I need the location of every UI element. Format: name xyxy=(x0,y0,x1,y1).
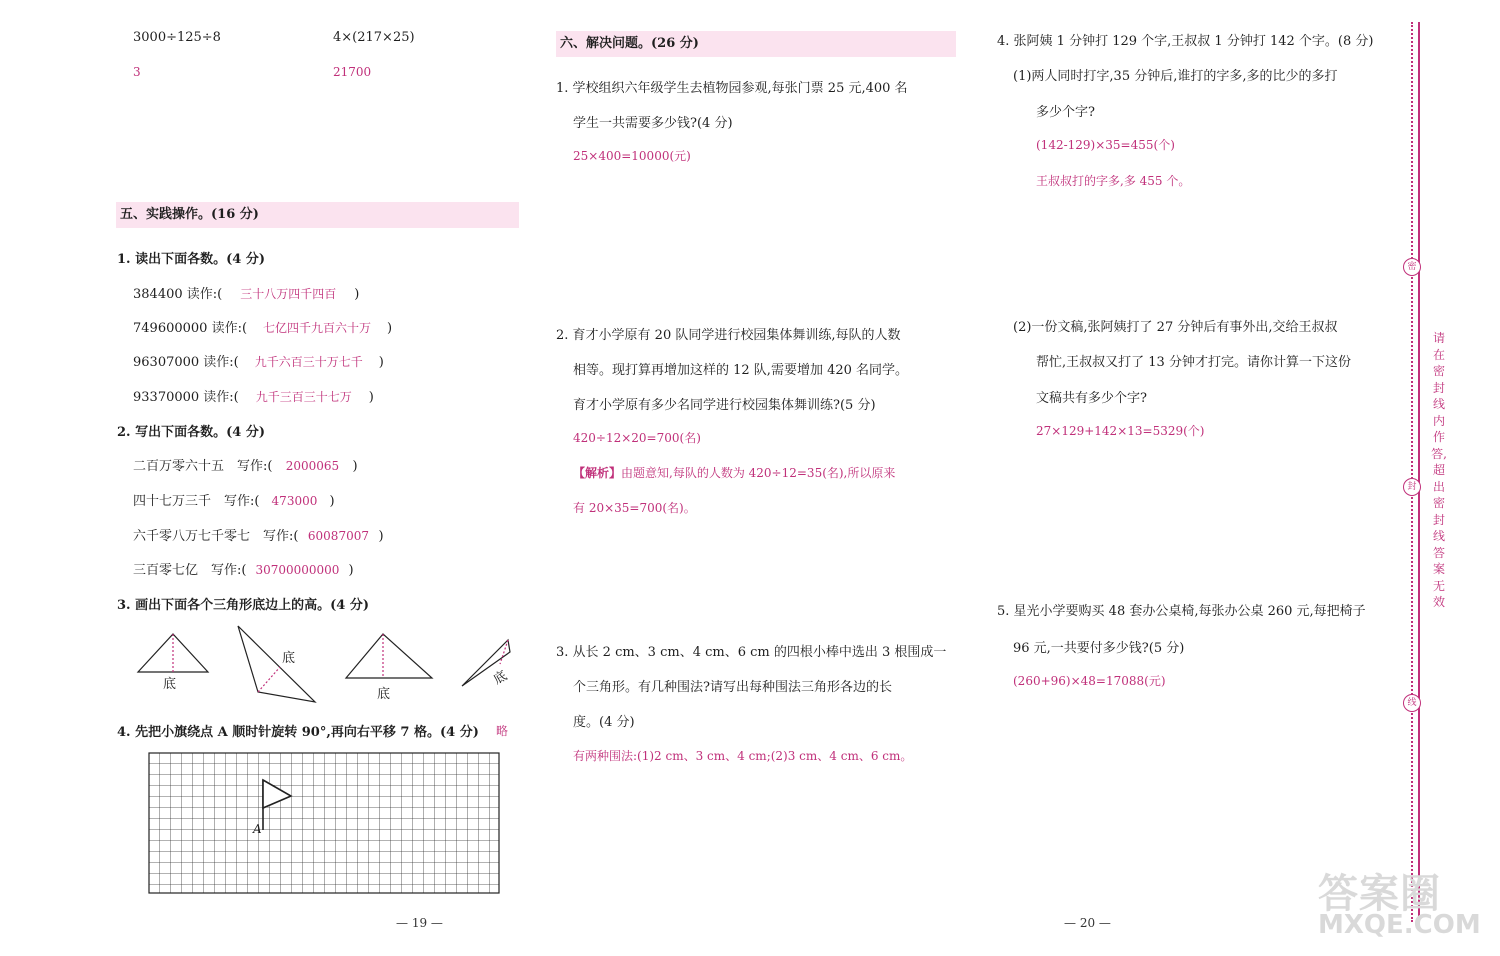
analysis-tag: 【解析】 xyxy=(573,466,622,480)
rotation-grid xyxy=(148,752,502,896)
problem-1-answer: 25×400=10000(元) xyxy=(573,149,691,163)
problem-2-analysis-line-2: 有 20×35=700(名)。 xyxy=(573,501,696,515)
problem-4-title: 4. 张阿姨 1 分钟打 129 个字,王叔叔 1 分钟打 142 个字。(8 分) xyxy=(997,34,1374,49)
question-5-3-title: 3. 画出下面各个三角形底边上的高。(4 分) xyxy=(117,598,369,613)
problem-2-analysis-line-1: 【解析】由题意知,每队的人数为 420÷12=35(名),所以原来 xyxy=(573,466,896,480)
calc-answer-2: 21700 xyxy=(333,65,372,79)
problem-3-answer: 有两种围法:(1)2 cm、3 cm、4 cm;(2)3 cm、4 cm、6 cm。 xyxy=(573,749,913,763)
section-6-title: 六、解决问题。(26 分) xyxy=(556,31,956,57)
read-answer-2: 七亿四千九百六十万 xyxy=(263,321,372,335)
calc-expression-2: 4×(217×25) xyxy=(333,30,415,45)
seal-warning-text: 请在密封线内作答,超出密封线答案无效 xyxy=(1431,331,1447,609)
problem-4-2-line-3: 文稿共有多少个字? xyxy=(1036,391,1147,406)
write-answer-1: 2000065 xyxy=(285,459,340,473)
problem-5-line-2: 96 元,一共要付多少钱?(5 分) xyxy=(1013,641,1185,656)
problem-4-1-line-2: 多少个字? xyxy=(1036,105,1095,120)
calc-answer-1: 3 xyxy=(133,65,141,79)
seal-mark-2: 封 xyxy=(1403,478,1421,496)
read-item-1: 384400 读作:( 三十八万四千四百 ) xyxy=(133,287,360,302)
seal-dotted-line xyxy=(1411,22,1413,922)
problem-4-1-answer-1: (142-129)×35=455(个) xyxy=(1036,138,1175,152)
base-label-3: 底 xyxy=(377,687,391,702)
write-item-3: 六千零八万七千零七 写作:( 60087007 ) xyxy=(133,529,384,544)
watermark-url: MXQE.COM xyxy=(1318,910,1481,940)
problem-2-line-1: 2. 育才小学原有 20 队同学进行校园集体舞训练,每队的人数 xyxy=(556,328,901,343)
problem-3-line-1: 3. 从长 2 cm、3 cm、4 cm、6 cm 的四根小棒中选出 3 根围成一 xyxy=(556,645,947,660)
read-answer-3: 九千六百三十万七千 xyxy=(254,355,363,369)
problem-4-2-line-2: 帮忙,王叔叔又打了 13 分钟才打完。请你计算一下这份 xyxy=(1036,355,1351,370)
write-answer-4: 30700000000 xyxy=(255,563,340,577)
triangle-3 xyxy=(346,634,432,678)
triangles-figure xyxy=(130,622,530,704)
point-a-label: A xyxy=(253,822,262,836)
base-label-1: 底 xyxy=(163,677,177,692)
read-item-3: 96307000 读作:( 九千六百三十万七千 ) xyxy=(133,355,384,370)
triangle-1 xyxy=(138,634,208,672)
section-5-title: 五、实践操作。(16 分) xyxy=(116,202,519,228)
write-answer-2: 473000 xyxy=(271,494,318,508)
problem-5-answer: (260+96)×48=17088(元) xyxy=(1013,674,1166,688)
read-item-2: 749600000 读作:( 七亿四千九百六十万 ) xyxy=(133,321,393,336)
watermark-logo: 答案圈 xyxy=(1318,871,1441,917)
page-number-19: — 19 — xyxy=(396,916,443,930)
seal-solid-line xyxy=(1418,22,1420,922)
seal-mark-3: 线 xyxy=(1403,694,1421,712)
problem-3-line-3: 度。(4 分) xyxy=(573,715,635,730)
read-answer-4: 九千三百三十七万 xyxy=(255,390,352,404)
problem-1-line-1: 1. 学校组织六年级学生去植物园参观,每张门票 25 元,400 名 xyxy=(556,81,908,96)
write-answer-3: 60087007 xyxy=(307,529,369,543)
base-label-4: 底 xyxy=(491,668,510,688)
question-5-1-title: 1. 读出下面各数。(4 分) xyxy=(117,252,265,267)
read-item-4: 93370000 读作:( 九千三百三十七万 ) xyxy=(133,390,374,405)
seal-mark-1: 密 xyxy=(1403,258,1421,276)
problem-2-answer: 420÷12×20=700(名) xyxy=(573,431,701,445)
page-number-20: — 20 — xyxy=(1064,916,1111,930)
problem-4-2-answer: 27×129+142×13=5329(个) xyxy=(1036,424,1205,438)
problem-5-line-1: 5. 星光小学要购买 48 套办公桌椅,每张办公桌 260 元,每把椅子 xyxy=(997,604,1366,619)
problem-1-line-2: 学生一共需要多少钱?(4 分) xyxy=(573,116,733,131)
base-label-2: 底 xyxy=(282,651,296,666)
triangle-2 xyxy=(238,626,315,702)
read-answer-1: 三十八万四千四百 xyxy=(240,287,337,301)
question-5-2-title: 2. 写出下面各数。(4 分) xyxy=(117,425,265,440)
problem-2-line-2: 相等。现打算再增加这样的 12 队,需要增加 420 名同学。 xyxy=(573,363,909,378)
problem-4-1-answer-2: 王叔叔打的字多,多 455 个。 xyxy=(1036,174,1191,188)
question-5-4-title: 4. 先把小旗绕点 A 顺时针旋转 90°,再向右平移 7 格。(4 分) xyxy=(117,725,479,740)
problem-2-line-3: 育才小学原有多少名同学进行校园集体舞训练?(5 分) xyxy=(573,398,876,413)
problem-3-line-2: 个三角形。有几种围法?请写出每种围法三角形各边的长 xyxy=(573,680,892,695)
question-5-4-answer: 略 xyxy=(496,724,509,738)
problem-4-2-line-1: (2)一份文稿,张阿姨打了 27 分钟后有事外出,交给王叔叔 xyxy=(1013,320,1338,335)
problem-4-1-line-1: (1)两人同时打字,35 分钟后,谁打的字多,多的比少的多打 xyxy=(1013,69,1338,84)
write-item-1: 二百万零六十五 写作:( 2000065 ) xyxy=(133,459,358,474)
write-item-2: 四十七万三千 写作:( 473000 ) xyxy=(133,494,335,509)
write-item-4: 三百零七亿 写作:( 30700000000 ) xyxy=(133,563,354,578)
calc-expression-1: 3000÷125÷8 xyxy=(133,30,221,45)
